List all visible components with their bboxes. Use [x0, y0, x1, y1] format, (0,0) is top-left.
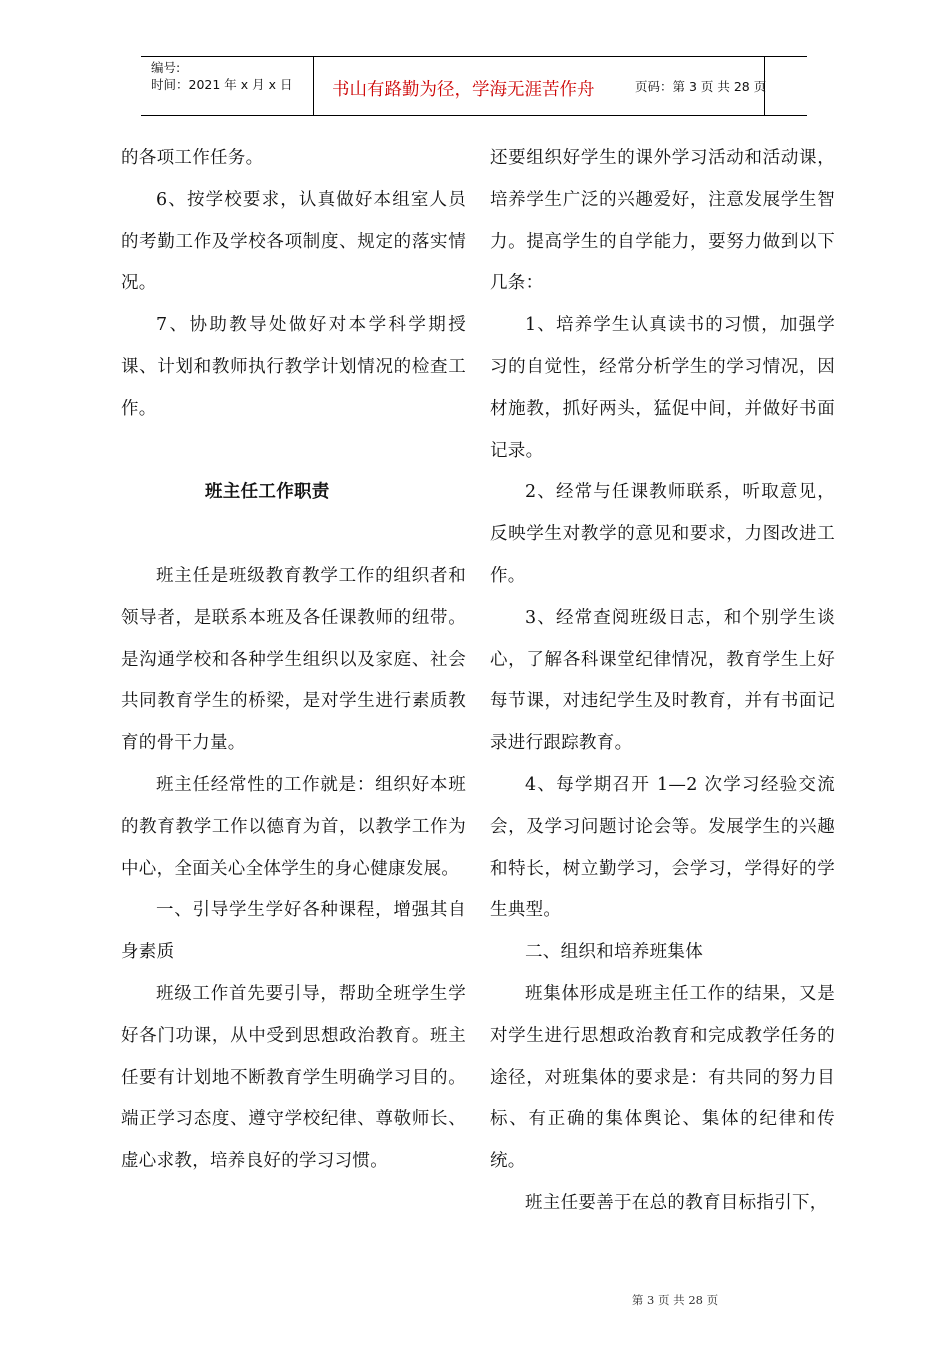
paragraph: 的各项工作任务。	[121, 148, 264, 168]
paragraph: 4、每学期召开 1—2 次学习经验交流会，及学习问题讨论会等。发展学生的兴趣和特长，树立勤学习，会学习，学得好的学生典型。	[490, 774, 835, 921]
spacer	[121, 431, 466, 473]
header-motto: 书山有路勤为径，学海无涯苦作舟	[332, 80, 595, 100]
paragraph: 班主任经常性的工作就是：组织好本班的教育教学工作以德育为首，以教学工作为中心，全面关心全体学生的身心健康发展。	[121, 774, 466, 879]
paragraph: 2、经常与任课教师联系，听取意见，反映学生对教学的意见和要求，力图改进工作。	[490, 482, 835, 586]
number-label: 编号:	[151, 60, 181, 75]
spacer	[121, 514, 466, 556]
left-column	[121, 138, 466, 1183]
paragraph: 7、协助教导处做好对本学科学期授课、计划和教师执行教学计划情况的检查工作。	[121, 315, 466, 419]
paragraph: 班集体形成是班主任工作的结果，又是对学生进行思想政治教育和完成教学任务的途径，对班集体的要求是：有共同的努力目标、有正确的集体舆论、集体的纪律和传统。	[490, 983, 835, 1172]
header-page-info: 页码：第 3 页 共 28 页	[635, 79, 767, 94]
paragraph: 班主任要善于在总的教育目标指引下，	[525, 1192, 828, 1213]
paragraph: 班级工作首先要引导，帮助全班学生学好各门功课，从中受到思想政治教育。班主任要有计划地不断教育学生明确学习目的。端正学习态度、遵守学校纪律、尊敬师长、虚心求教，培养良好的学习习惯。	[121, 983, 466, 1172]
paragraph: 6、按学校要求，认真做好本组室人员的考勤工作及学校各项制度、规定的落实情况。	[121, 189, 466, 294]
paragraph: 班主任是班级教育教学工作的组织者和领导者，是联系本班及各任课教师的纽带。是沟通学校和各种学生组织以及家庭、社会共同教育学生的桥梁，是对学生进行素质教育的骨干力量。	[121, 565, 466, 754]
paragraph: 一、引导学生学好各种课程，增强其自身素质	[121, 900, 466, 963]
right-column	[490, 138, 835, 1225]
header-meta	[151, 59, 313, 93]
paragraph: 1、培养学生认真读书的习惯，加强学习的自觉性，经常分析学生的学习情况，因材施教，抓好两头，猛促中间，并做好书面记录。	[490, 315, 835, 461]
paragraph: 二、组织和培养班集体	[525, 942, 703, 963]
page-header	[141, 56, 807, 116]
page-footer: 第 3 页 共 28 页	[631, 1293, 719, 1307]
time-label: 时间：2021 年 x 月 x 日	[151, 77, 293, 92]
paragraph: 还要组织好学生的课外学习活动和活动课，培养学生广泛的兴趣爱好，注意发展学生智力。提高学生的自学能力，要努力做到以下几条：	[490, 148, 835, 294]
section-heading: 班主任工作职责	[205, 482, 330, 503]
paragraph: 3、经常查阅班级日志，和个别学生谈心，了解各科课堂纪律情况，教育学生上好每节课，对违纪学生及时教育，并有书面记录进行跟踪教育。	[490, 607, 835, 754]
